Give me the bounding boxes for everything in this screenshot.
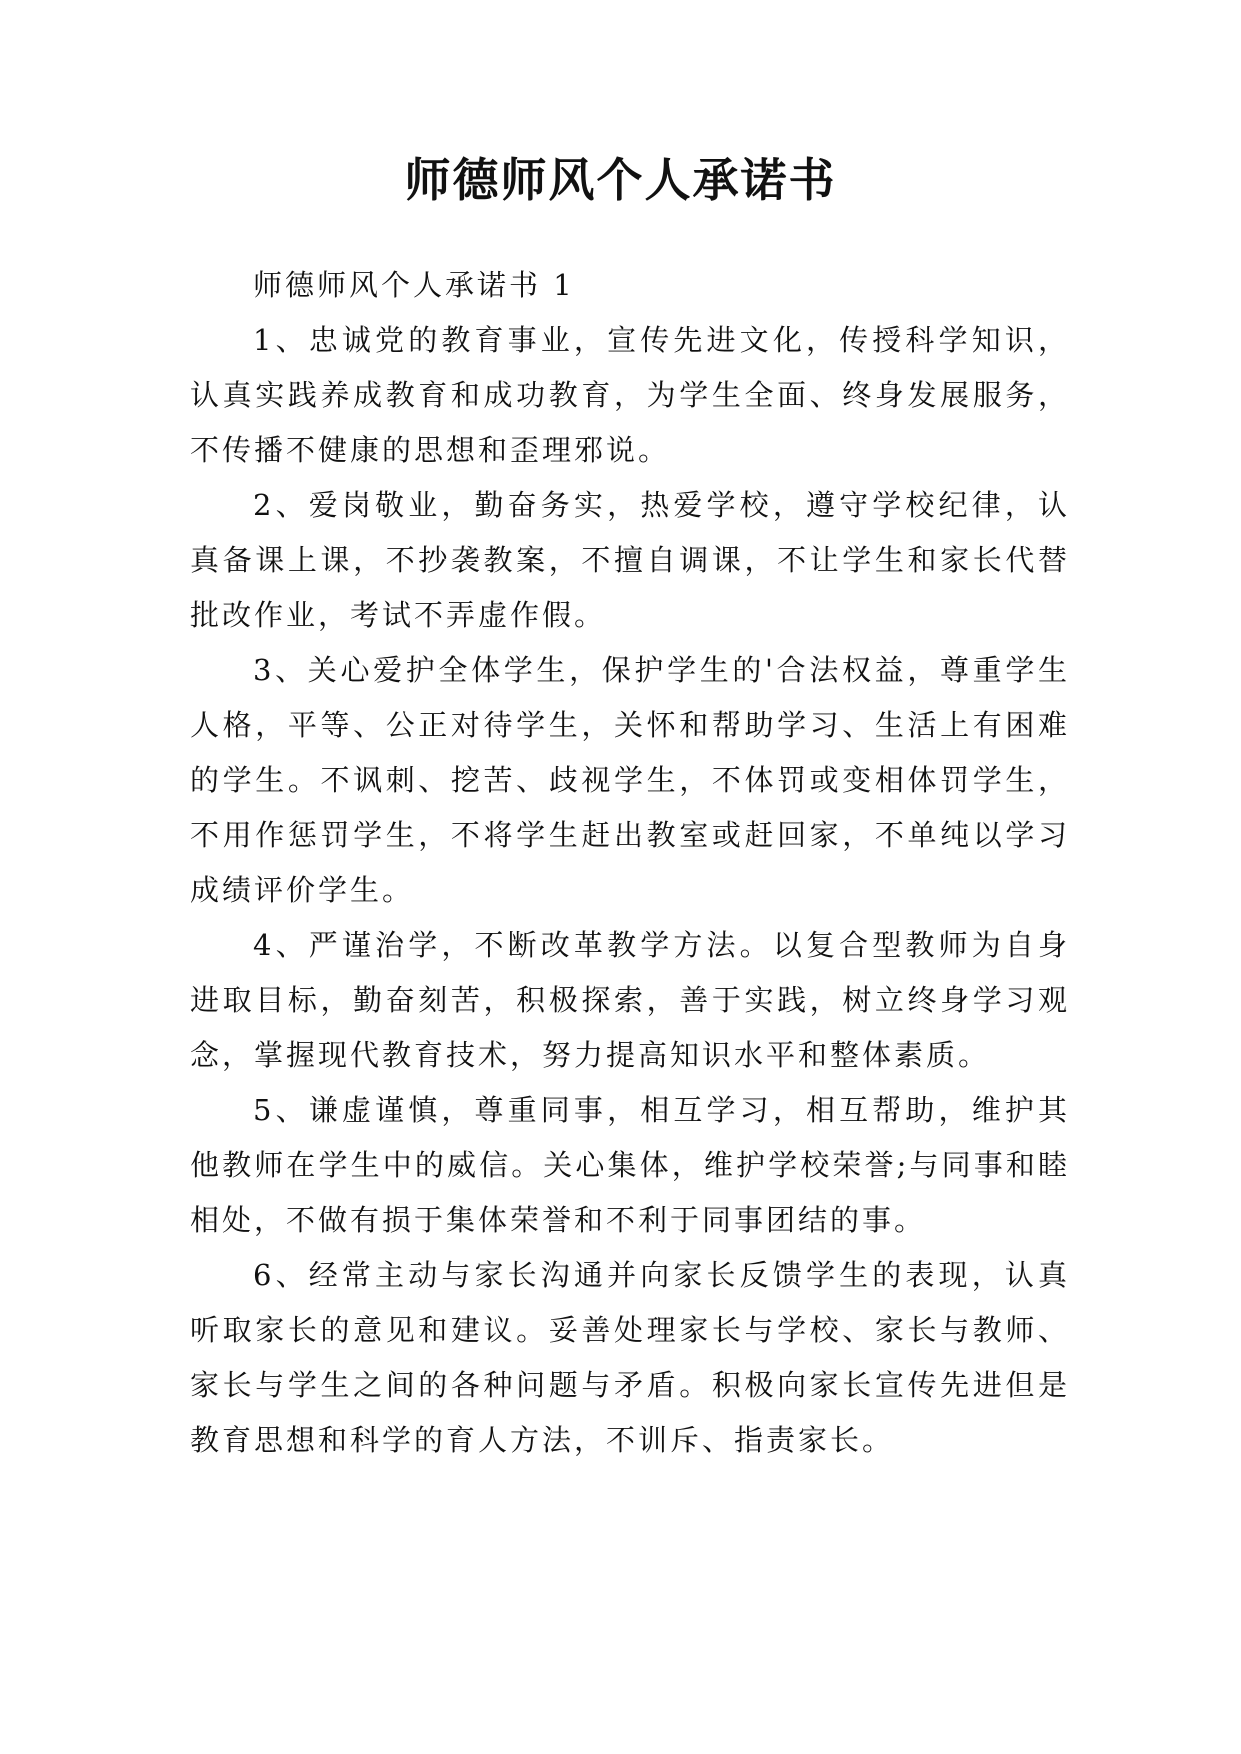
paragraph-5: 5、谦虚谨慎，尊重同事，相互学习，相互帮助，维护其他教师在学生中的威信。关心集体，维护学校荣誉;与同事和睦相处，不做有损于集体荣誉和不利于同事团结的事。 [190, 1093, 1070, 1237]
paragraph-1: 1、忠诚党的教育事业，宣传先进文化，传授科学知识，认真实践养成教育和成功教育，为学生全面、终身发展服务，不传播不健康的思想和歪理邪说。 [190, 323, 1070, 467]
paragraph-2: 2、爱岗敬业，勤奋务实，热爱学校，遵守学校纪律，认真备课上课，不抄袭教案，不擅自调课，不让学生和家长代替批改作业，考试不弄虚作假。 [190, 488, 1070, 632]
document-subtitle: 师德师风个人承诺书 1 [253, 268, 575, 302]
document-title: 师德师风个人承诺书 [404, 153, 837, 207]
paragraph-6: 6、经常主动与家长沟通并向家长反馈学生的表现，认真听取家长的意见和建议。妥善处理家长与学校、家长与教师、家长与学生之间的各种问题与矛盾。积极向家长宣传先进但是教育思想和科学的育人方法，不训斥、指责家长。 [190, 1258, 1070, 1457]
paragraph-4: 4、严谨治学，不断改革教学方法。以复合型教师为自身进取目标，勤奋刻苦，积极探索，善于实践，树立终身学习观念，掌握现代教育技术，努力提高知识水平和整体素质。 [190, 928, 1070, 1072]
paragraph-3: 3、关心爱护全体学生，保护学生的'合法权益，尊重学生人格，平等、公正对待学生，关怀和帮助学习、生活上有困难的学生。不讽刺、挖苦、歧视学生，不体罚或变相体罚学生，不用作惩罚学生，不将学生赶出教室或赶回家，不单纯以学习成绩评价学生。 [190, 653, 1070, 907]
document-body [190, 258, 1070, 1468]
